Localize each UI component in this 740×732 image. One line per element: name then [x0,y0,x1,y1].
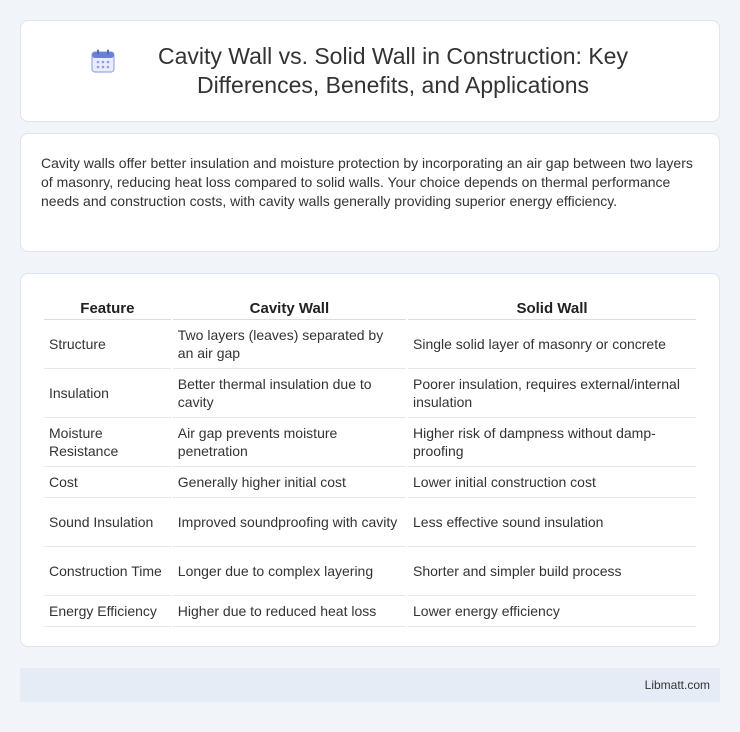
calendar-icon [90,48,116,74]
feature-cell: Construction Time [44,547,171,596]
header-solid-wall: Solid Wall [408,294,696,320]
solid-cell: Lower energy efficiency [408,596,696,627]
solid-cell: Higher risk of dampness without damp-proofing [408,418,696,467]
cavity-cell: Generally higher initial cost [173,467,406,498]
solid-cell: Poorer insulation, requires external/internal insulation [408,369,696,418]
title-card [20,20,720,122]
cavity-cell: Longer due to complex layering [173,547,406,596]
table-row [44,498,696,547]
table-row [44,320,696,369]
table-row [44,369,696,418]
feature-cell: Insulation [44,369,171,418]
header-cavity-wall: Cavity Wall [173,294,406,320]
feature-cell: Structure [44,320,171,369]
page-title: Cavity Wall vs. Solid Wall in Construction: Key Differences, Benefits, and Applications [158,43,628,98]
table-row [44,547,696,596]
cavity-cell: Improved soundproofing with cavity [173,498,406,547]
footer-brand-link[interactable]: Libmatt.com [644,678,710,692]
header-feature: Feature [44,294,171,320]
cavity-cell: Higher due to reduced heat loss [173,596,406,627]
solid-cell: Less effective sound insulation [408,498,696,547]
comparison-card [20,273,720,647]
feature-cell: Cost [44,467,171,498]
cavity-cell: Air gap prevents moisture penetration [173,418,406,467]
feature-cell: Moisture Resistance [44,418,171,467]
table-row [44,418,696,467]
cavity-cell: Better thermal insulation due to cavity [173,369,406,418]
table-header-row [44,294,696,320]
cavity-cell: Two layers (leaves) separated by an air gap [173,320,406,369]
intro-card [20,133,720,252]
solid-cell: Lower initial construction cost [408,467,696,498]
solid-cell: Single solid layer of masonry or concrete [408,320,696,369]
table-row [44,596,696,627]
feature-cell: Sound Insulation [44,498,171,547]
feature-cell: Energy Efficiency [44,596,171,627]
solid-cell: Shorter and simpler build process [408,547,696,596]
intro-text: Cavity walls offer better insulation and moisture protection by incorporating an air gap between two layers of masonry, reducing heat loss compared to solid walls. Your choice depends on thermal performance needs and construction costs, with cavity walls generally providing superior energy efficiency. [41,155,693,209]
comparison-table [42,294,698,627]
title-wrap [90,42,650,100]
table-row [44,467,696,498]
footer-bar [20,668,720,702]
